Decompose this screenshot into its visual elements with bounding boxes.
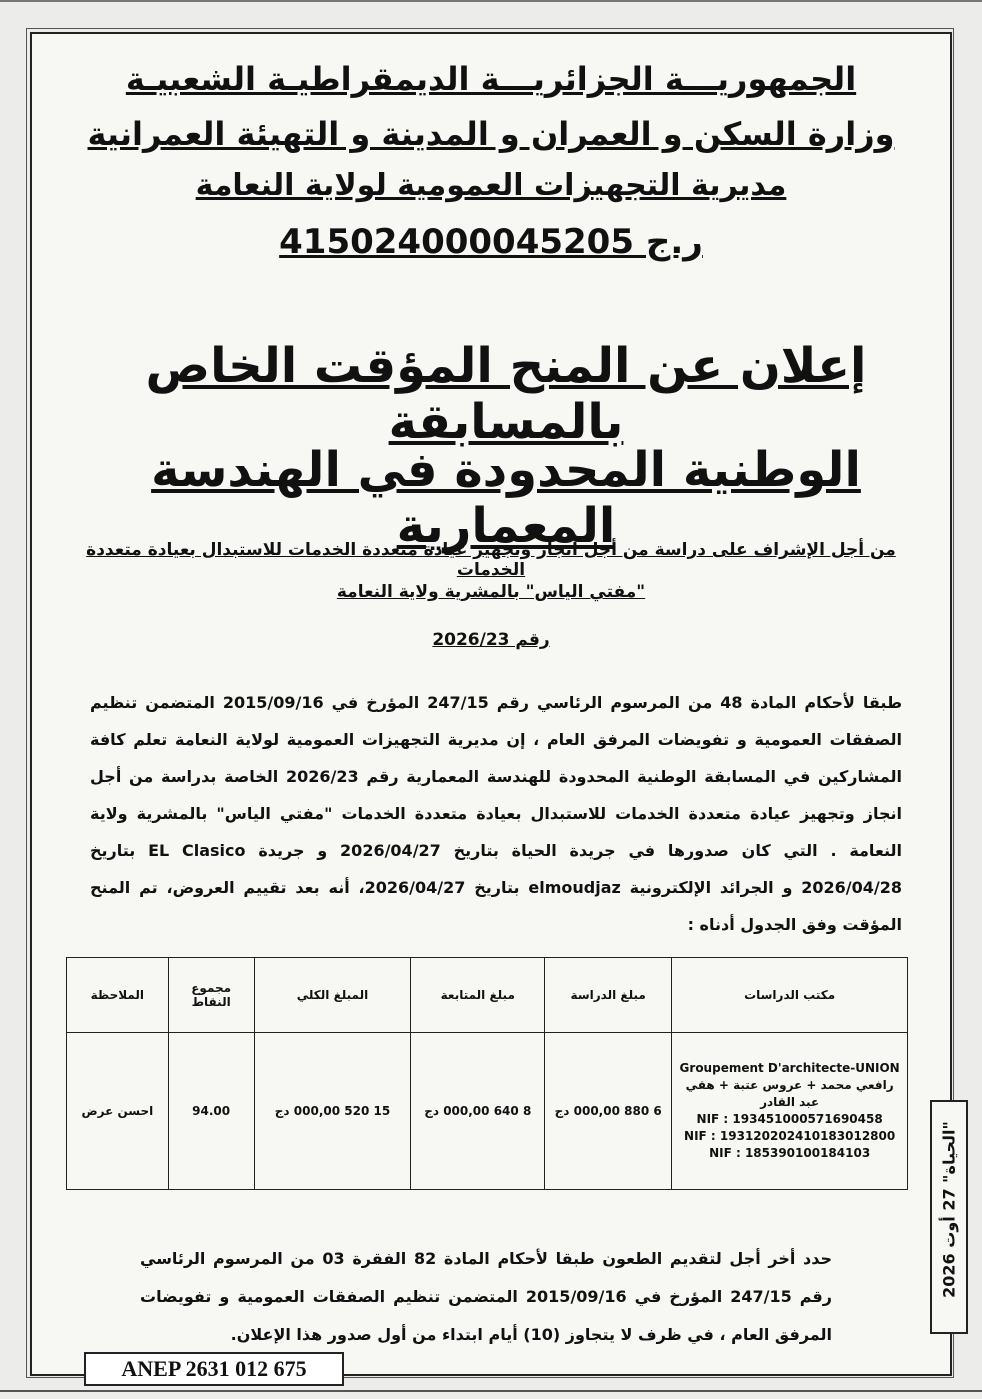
bureau-nif-3: NIF : 185390100184103 bbox=[709, 1146, 871, 1160]
subtitle-number: رقم 2026/23 bbox=[432, 630, 550, 650]
cell-total-amount: 15 520 000,00 دج bbox=[254, 1033, 411, 1190]
cell-study-amount: 6 880 000,00 دج bbox=[545, 1033, 672, 1190]
bureau-nif-2: NIF : 193120202410183012800 bbox=[684, 1129, 896, 1143]
bottom-rule bbox=[0, 1390, 982, 1392]
body-paragraph: طبقا لأحكام المادة 48 من المرسوم الرئاسي رقم 247/15 المؤرخ في 2015/09/16 المتضمن تنظيم الصفقات العمومية و تفويضات المرفق العام ، إن مديرية التجهيزات العمومية لولاية النعامة تعلم كافة المشاركين في المسابقة الوطنية المحدودة للهندسة المعمارية رقم 2026/23 الخاصة بدراسة من أجل انجاز وتجهيز عيادة متعددة الخدمات للاستبدال بعيادة متعددة الخدمات "مفتي الياس" بالمشرية ولاية النعامة . التي كان صدورها في جريدة الحياة بتاريخ 2026/04/27 و جريدة EL Clasico بتاريخ 2026/04/28 و الجرائد الإلكترونية elmoudjaz بتاريخ 2026/04/27، أنه بعد تقييم العروض، تم المنح المؤقت وفق الجدول أدناه : bbox=[90, 693, 903, 934]
col-bureau: مكتب الدراسات bbox=[672, 958, 908, 1033]
cell-bureau bbox=[672, 1033, 908, 1190]
anep-reference: ANEP 2631 012 675 bbox=[84, 1352, 344, 1386]
appeal-deadline-paragraph: حدد أخر أجل لتقديم الطعون طبقا لأحكام المادة 82 الفقرة 03 من المرسوم الرئاسي رقم 247/15 المؤرخ في 2015/09/16 المتضمن تنظيم الصفقات العمومية و تفويضات المرفق العام ، في ظرف لا يتجاوز (10) أيام ابتداء من أول صدور هذا الإعلان. bbox=[140, 1249, 833, 1344]
top-edge-line bbox=[0, 0, 982, 2]
bureau-members: رافعي محمد + عروس عتبة + هقي عبد القادر bbox=[685, 1078, 894, 1109]
col-points: مجموع النقاط bbox=[168, 958, 254, 1033]
col-followup-amount: مبلغ المتابعة bbox=[411, 958, 545, 1033]
cell-followup-amount: 8 640 000,00 دج bbox=[411, 1033, 545, 1190]
subtitle-line-2: "مفتي الياس" بالمشرية ولاية النعامة bbox=[336, 582, 646, 602]
col-total-amount: المبلغ الكلي bbox=[254, 958, 411, 1033]
header-registry-number: ر.ج 415024000045205 bbox=[279, 222, 703, 262]
cell-points: 94.00 bbox=[168, 1033, 254, 1190]
title-line-1: إعلان عن المنح المؤقت الخاص بالمسابقة bbox=[145, 338, 867, 450]
newspaper-side-stamp bbox=[930, 1100, 968, 1334]
award-table bbox=[66, 957, 908, 1190]
header-directorate: مديرية التجهيزات العمومية لولاية النعامة bbox=[195, 168, 787, 203]
title-line-2: الوطنية المحدودة في الهندسة المعمارية bbox=[151, 442, 861, 554]
subtitle-line-1: من أجل الإشراف على دراسة من أجل انجاز وتجهيز عيادة متعددة الخدمات للاستبدال بعيادة متعددة الخدمات bbox=[86, 540, 896, 580]
table-row bbox=[67, 1033, 908, 1190]
cell-note: احسن عرض bbox=[67, 1033, 169, 1190]
bureau-nif-1: NIF : 193451000571690458 bbox=[696, 1112, 883, 1126]
col-study-amount: مبلغ الدراسة bbox=[545, 958, 672, 1033]
header-republic: الجمهوريـــة الجزائريـــة الديمقراطيـة الشعبيـة bbox=[125, 60, 857, 98]
side-stamp-text: "الحياة" 27 أوت 2026 bbox=[939, 1121, 959, 1298]
col-note: الملاحظة bbox=[67, 958, 169, 1033]
header-ministry: وزارة السكن و العمران و المدينة و التهيئة العمرانية bbox=[87, 115, 895, 153]
table-header-row bbox=[67, 958, 908, 1033]
bureau-name: Groupement D'architecte-UNION bbox=[679, 1061, 900, 1075]
